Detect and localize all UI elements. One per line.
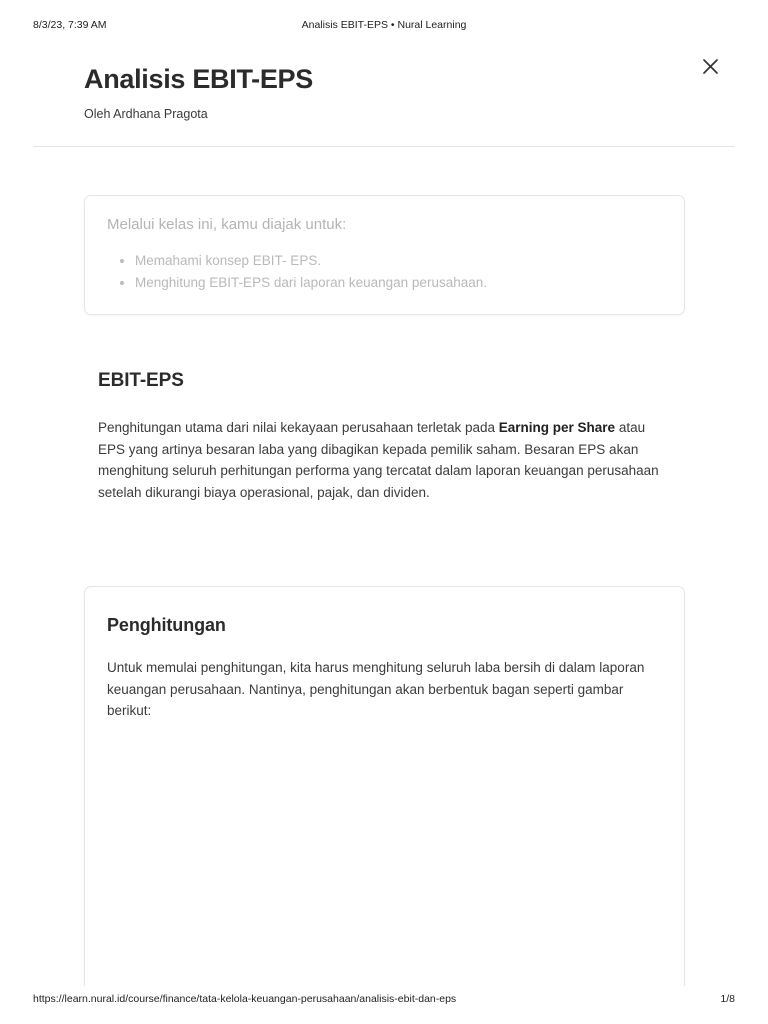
paragraph-part-2: atau EPS yang artinya besaran laba yang dibagikan kepada pemilik saham. Besaran EPS akan menghitung seluruh perhitungan performa yang tercatat dalam laporan keuangan perusahaan setelah dikurangi biaya operasional, pajak, dan dividen.: [98, 420, 659, 500]
title-block: [84, 62, 644, 122]
close-icon: [702, 58, 719, 75]
print-footer: [0, 991, 768, 1007]
objectives-list: [107, 250, 662, 294]
section-heading-ebit-eps: EBIT-EPS: [98, 370, 184, 391]
section-heading-penghitungan: Penghitungan: [107, 615, 226, 635]
penghitungan-card: [84, 586, 685, 986]
print-footer-page-number: 1/8: [720, 993, 735, 1005]
print-header: [0, 17, 768, 33]
print-header-datetime: 8/3/23, 7:39 AM: [33, 19, 107, 31]
author-byline: Oleh Ardhana Pragota: [84, 107, 208, 121]
page-title: Analisis EBIT-EPS: [84, 64, 313, 94]
list-item: Menghitung EBIT-EPS dari laporan keuangan perusahaan.: [135, 272, 662, 294]
print-footer-url: https://learn.nural.id/course/finance/tata-kelola-keuangan-perusahaan/analisis-ebit-dan-eps: [33, 993, 457, 1005]
header-divider: [33, 146, 735, 147]
list-item: Memahami konsep EBIT- EPS.: [135, 250, 662, 272]
penghitungan-paragraph: Untuk memulai penghitungan, kita harus menghitung seluruh laba bersih di dalam laporan keuangan perusahaan. Nantinya, penghitungan akan berbentuk bagan seperti gambar berikut:: [107, 660, 645, 718]
ebit-eps-section: [98, 369, 673, 503]
objectives-heading: Melalui kelas ini, kamu diajak untuk:: [107, 216, 347, 233]
ebit-eps-paragraph: [98, 417, 673, 503]
print-header-document-title: Analisis EBIT-EPS • Nural Learning: [301, 19, 467, 31]
paragraph-bold-term: Earning per Share: [498, 420, 616, 435]
penghitungan-card-body: [107, 613, 662, 986]
close-button[interactable]: [696, 52, 724, 80]
objectives-card: [84, 195, 685, 315]
page-content: [0, 44, 768, 986]
paragraph-part-1: Penghitungan utama dari nilai kekayaan perusahaan terletak pada: [98, 420, 499, 435]
figure-placeholder: [107, 744, 662, 987]
